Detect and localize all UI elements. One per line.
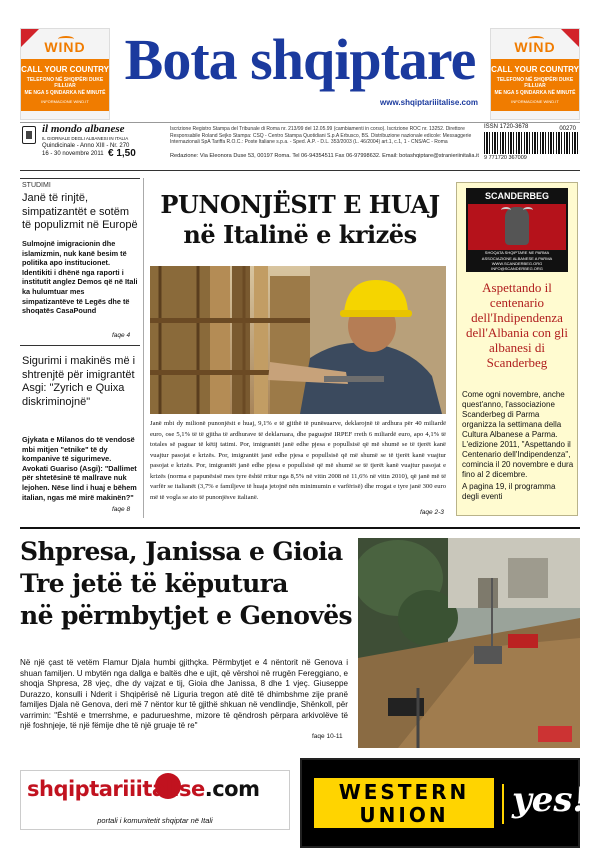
wind-brand: WIND bbox=[44, 39, 86, 55]
lead-body-text: Janë mbi dy milionë punonjësit e huaj, 9,1% e të gjithë të punësuarve, deklarojnë të ardhura për 40 miliardë euro, ose 5,1% të të gjitha të ardhurave të deklaruara, dhe paguajnë IRPEF rreth 6 miliardë euro, apo 4,1% të totales së paguar të këtij tatimi. Por, imigrantët janë edhe pjesa e popullsisë që më shumë se të tjerët kanë vuajtur pasojat e krizës. Por, imigrantët janë edhe pjesa e popullsisë që më shumë se të tjerët kanë vuajtur pasojat e krizës. Por, imigrantët janë edhe pjesa e popullsisë që më shumë se të tjerët kanë vuajtur pasojat e krizës (norma e papunësisë mes tyre është rritur nga 8,5% në vitin 2008 në 11,6% në vitin 2010), që janë më të varfër se italianët (3,7% e familjeve të huaja jetojnë nën minimumin e varfërisë) dhe rrogat e tyre janë 300 euro më të vogla se ato të punonjësve italianë. bbox=[150, 420, 446, 501]
wind-ad-line3: ME NGA 5 QINDARKA NË MINUTË bbox=[494, 90, 576, 96]
flood-photo-illustration bbox=[358, 538, 580, 748]
wind-ad-line2: TELEFONO NË SHQIPËRI DUKE FILLUAR bbox=[26, 77, 104, 89]
mondo-logo-icon bbox=[22, 126, 36, 144]
western-union-logo bbox=[314, 778, 494, 828]
shqiptari-logo bbox=[27, 777, 259, 801]
issue-dates: 16 - 30 novembre 2011 bbox=[42, 151, 104, 157]
side-story-2-headline[interactable]: Sigurimi i makinës më i shtrenjtë për imigrantët Asgi: "Zyrich e Quixa diskriminojnë" bbox=[22, 355, 136, 408]
mondo-title: il mondo albanese bbox=[42, 123, 125, 135]
divider bbox=[20, 527, 580, 529]
story2-headline-line2: Tre jetë të këputura bbox=[20, 569, 288, 598]
wind-ad-line1: CALL YOUR COUNTRY bbox=[491, 65, 579, 74]
scanderbeg-logo-sub4: INFO@SCANDERBEG.ORG bbox=[491, 266, 543, 271]
divider bbox=[20, 345, 140, 346]
wind-ad-right[interactable] bbox=[490, 28, 580, 120]
scanderbeg-logo-sub1: SHOQATA SHQIPTARE NE PARMA bbox=[484, 250, 550, 255]
side-story-1-headline[interactable]: Janë të rinjtë, simpatizantët e sotëm të populizmit në Europë bbox=[22, 192, 138, 231]
lead-body bbox=[150, 419, 446, 503]
page-reference[interactable]: faqe 10-11 bbox=[312, 733, 343, 740]
side-story-1-body: Sulmojnë imigracionin dhe islamizmin, nuk kanë besim të politika apo institucionet. Identikiti i dhënë nga raporti i institutit anglez Demos që në Itali ka hulumtuar mes simpatizantëve të Legës dhe të shoqatës CasaPound bbox=[22, 239, 138, 316]
wind-ad-line4: INFORMACIONE WIND.IT bbox=[511, 99, 559, 104]
column-divider bbox=[143, 178, 144, 518]
masthead-url[interactable]: www.shqiptariiitalise.com bbox=[380, 98, 478, 107]
story-kicker: STUDIMI bbox=[22, 182, 51, 189]
scanderbeg-flag bbox=[468, 204, 566, 250]
wind-ad-left[interactable] bbox=[20, 28, 110, 120]
masthead-title: Bota shqiptare bbox=[124, 27, 476, 92]
divider bbox=[20, 178, 140, 179]
scanderbeg-logo-sub2: ASSOCIAZIONE ALBANESE A PARMA bbox=[481, 256, 553, 261]
story2-body-text: Në një çast të vetëm Flamur Djala humbi gjithçka. Përmbytjet e 4 nëntorit në Genova i shuan familjen. U mbytën nga dallga e baltës dhe e ujit, që vërshoi në rrugën Fereggiano, e shoqja Shpresa, 28 vjeç, dhe dy vajzat e tij, Gioia dhe Janissa, 8 dhe 1 vjeç. Giuseppe Durazzo, konsulli i Nderit i Shqipërisë në Liguria tregon atë ditë të dhimbshme zije pranë familjes Djala në Genova, deri më 7 nëntor kur të gjithë shkuan në vendlindje, Shënkoll, për varrimin: "Është e tmerrshme, e padurueshme, mizore të qëndrosh përpara arkivolëve të një foshnjeje, të një fëmije dhe të një gruaje të re" bbox=[20, 658, 348, 730]
wind-ad-line3: ME NGA 5 QINDARKA NË MINUTË bbox=[24, 90, 106, 96]
mondo-subtitle: IL GIORNALE DEGLI ALBANESI IN ITALIA bbox=[42, 136, 129, 141]
price: € 1,50 bbox=[108, 148, 136, 159]
divider bbox=[20, 170, 580, 171]
barcode-code: 00270 bbox=[559, 126, 576, 132]
story2-headline-line1: Shpresa, Janissa e Gioia bbox=[20, 537, 343, 566]
issn: ISSN 1720-3678 bbox=[484, 124, 529, 130]
western-union-line1: WESTERN bbox=[338, 780, 470, 804]
flood-photo bbox=[358, 538, 580, 748]
shqiptari-ad[interactable] bbox=[20, 770, 290, 830]
scanderbeg-logo[interactable] bbox=[466, 188, 568, 272]
helmet-icon bbox=[505, 207, 529, 245]
wind-ad-panel bbox=[21, 59, 109, 111]
lead-photo-worker bbox=[150, 266, 446, 414]
wind-brand: WIND bbox=[514, 39, 556, 55]
story2-headline-line3: në përmbytjet e Genovës bbox=[20, 601, 352, 630]
barcode-number: 9 771720 367009 bbox=[484, 155, 527, 161]
divider bbox=[502, 784, 504, 824]
lead-headline-line1: PUNONJËSIT E HUAJ bbox=[160, 190, 440, 219]
scanderbeg-title[interactable]: Aspettando il centenario dell'Indipendenza dell'Albania con gli albanesi di Scanderbeg bbox=[466, 280, 568, 370]
page-reference[interactable]: faqe 4 bbox=[112, 332, 131, 339]
goat-horn-icon bbox=[501, 207, 511, 213]
story2-body bbox=[20, 658, 348, 732]
wind-ad-line1: CALL YOUR COUNTRY bbox=[21, 65, 109, 74]
wind-ad-line2: TELEFONO NË SHQIPËRI DUKE FILLUAR bbox=[496, 77, 574, 89]
western-union-slogan: yes! bbox=[512, 780, 588, 820]
scanderbeg-body-paragraph: A pagina 19, il programma degli eventi bbox=[462, 482, 556, 501]
story2-headline[interactable] bbox=[20, 536, 358, 632]
issue-number: Quindicinale - Anno XIII - Nr. 270 bbox=[42, 143, 130, 149]
goat-horn-icon bbox=[523, 207, 533, 213]
western-union-ad[interactable] bbox=[300, 758, 588, 848]
lead-headline[interactable] bbox=[148, 190, 452, 250]
side-story-2-body: Gjykata e Milanos do të vendosë mbi mitjen "etnike" të dy kompanive të sigurimeve. Avokati Guariso (Asgi): "Dallimet për shtetësinë të mallrave nuk lejohen. Nëse lind i huaj e bëhem italian, ngas më mirë makinën?" bbox=[22, 435, 137, 502]
western-union-line2: UNION bbox=[359, 803, 449, 827]
scanderbeg-body-paragraph: Come ogni novembre, anche quest'anno, l'associazione Scanderbeg di Parma organizza la settimana della Cultura Albanese a Parma. L'edizione 2011, "Aspettando il Centenario dell'Indipendenza", comincia il 20 novembre e dura fino al 2 dicembre. bbox=[462, 390, 574, 479]
legal-notice: Iscrizione Registro Stampa del Tribunale di Roma nr. 213/99 del 12.05.99 (cambiamenti in corso). Iscrizione ROC nr. 13252. Direttore Responsabile Roland Sejko Stampa: CSQ - Centro Stampa Quotidiani S.p.A Erbusco, BS. Distribuzione nazionale edicole: Messaggerie Internazionali SpA Tariffa R.O.C.: Poste Italiane s.p.a. - Sped. A.P. - D.L. 353/2003 (L. 46/2004) art.1, c.1, 1 - CNS/AC - Roma bbox=[170, 126, 472, 145]
lead-photo-illustration bbox=[150, 266, 446, 414]
lead-headline-line2: në Italinë e krizës bbox=[183, 220, 417, 249]
scanderbeg-logo-name: SCANDERBEG bbox=[484, 191, 549, 201]
scanderbeg-body bbox=[462, 390, 574, 502]
wind-ad-panel bbox=[491, 59, 579, 111]
wind-ad-line4: INFORMACIONE WIND.IT bbox=[41, 99, 89, 104]
shqiptari-logo-red: shqiptariiitalise bbox=[27, 777, 205, 801]
shqiptari-logo-domain: .com bbox=[204, 777, 260, 801]
scanderbeg-logo-sub3: WWW.SCANDERBEG.ORG bbox=[491, 261, 543, 266]
barcode-bars bbox=[484, 132, 578, 154]
page-reference[interactable]: faqe 8 bbox=[112, 506, 131, 513]
shqiptari-tagline: portali i komunitetit shqiptar në Itali bbox=[97, 816, 213, 825]
page-reference[interactable]: faqe 2-3 bbox=[420, 509, 444, 516]
redaction-contact: Redazione: Via Eleonora Duse 53, 00197 Roma. Tel 06-94354511 Fax 06-97998632. Email: botashqiptare@stranieriinitalia.it bbox=[170, 153, 479, 159]
